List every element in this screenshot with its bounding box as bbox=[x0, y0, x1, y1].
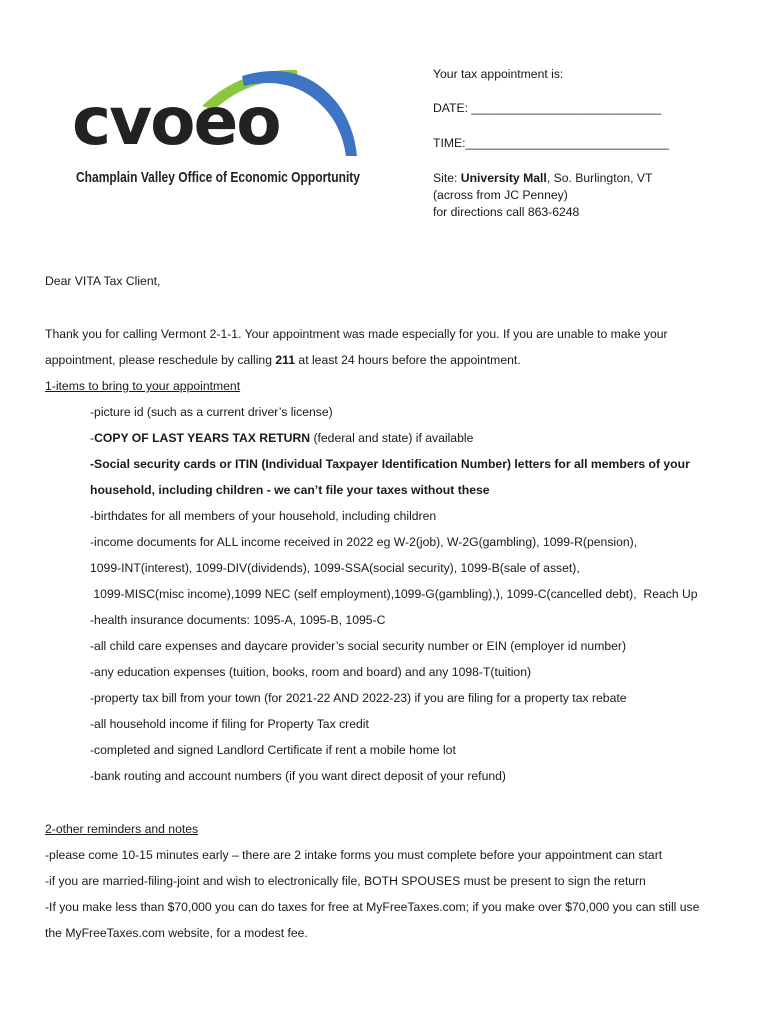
list-item-dash: - bbox=[90, 431, 95, 445]
list-item: -all child care expenses and daycare provider’s social security number or EIN (employer id number) bbox=[90, 639, 627, 653]
appointment-time-line: TIME:______________________________ bbox=[433, 136, 669, 150]
note-item: -If you make less than $70,000 you can do taxes for free at MyFreeTaxes.com; if you make over $70,000 you can still use bbox=[45, 900, 700, 914]
list-item: -birthdates for all members of your household, including children bbox=[90, 509, 437, 523]
list-item-rest: (federal and state) if available bbox=[310, 431, 474, 445]
list-item-continued: household, including children - we can’t file your taxes without these bbox=[90, 483, 490, 497]
cvoeo-logo bbox=[72, 64, 372, 194]
logo-arc-graphic bbox=[72, 64, 372, 194]
logo-tagline: Champlain Valley Office of Economic Opportunity bbox=[76, 170, 361, 186]
site-label: Site: bbox=[433, 171, 461, 185]
site-name: University Mall bbox=[460, 171, 547, 185]
site-location: , So. Burlington, VT bbox=[546, 171, 653, 185]
list-item: -Social security cards or ITIN (Individual Taxpayer Identification Number) letters for all members of your bbox=[90, 457, 690, 471]
appointment-heading: Your tax appointment is: bbox=[433, 67, 564, 81]
intro-line-2-start: appointment, please reschedule by calling bbox=[45, 353, 276, 367]
list-item-bold: COPY OF LAST YEARS TAX RETURN bbox=[94, 431, 311, 445]
intro-line-1: Thank you for calling Vermont 2-1-1. Your appointment was made especially for you. If you are unable to make your bbox=[45, 327, 668, 341]
intro-line-2-end: at least 24 hours before the appointment. bbox=[295, 353, 521, 367]
list-item: -all household income if filing for Property Tax credit bbox=[90, 717, 369, 731]
phone-211: 211 bbox=[275, 353, 296, 367]
list-item: -completed and signed Landlord Certificate if rent a mobile home lot bbox=[90, 743, 456, 757]
directions-line: for directions call 863-6248 bbox=[433, 205, 580, 219]
note-item: -if you are married-filing-joint and wish to electronically file, BOTH SPOUSES must be present to sign the return bbox=[45, 874, 646, 888]
list-item-continued: 1099-INT(interest), 1099-DIV(dividends), 1099-SSA(social security), 1099-B(sale of asset), bbox=[90, 561, 580, 575]
note-item: -please come 10-15 minutes early – there are 2 intake forms you must complete before your appointment can start bbox=[45, 848, 663, 862]
section-2-heading: 2-other reminders and notes bbox=[45, 822, 199, 836]
site-line bbox=[433, 170, 653, 187]
list-item: -any education expenses (tuition, books, room and board) and any 1098-T(tuition) bbox=[90, 665, 532, 679]
logo-wordmark: cvoeo bbox=[72, 83, 280, 160]
list-item: -picture id (such as a current driver’s license) bbox=[90, 405, 333, 419]
list-item: -health insurance documents: 1095-A, 1095-B, 1095-C bbox=[90, 613, 386, 627]
list-item-continued: 1099-MISC(misc income),1099 NEC (self employment),1099-G(gambling),), 1099-C(cancelled debt), Reach Up bbox=[90, 587, 698, 601]
list-item bbox=[90, 431, 473, 445]
list-item: -bank routing and account numbers (if you want direct deposit of your refund) bbox=[90, 769, 506, 783]
note-item-continued: the MyFreeTaxes.com website, for a modest fee. bbox=[45, 926, 308, 940]
intro-line-2 bbox=[45, 353, 521, 367]
greeting: Dear VITA Tax Client, bbox=[45, 274, 161, 288]
appointment-date-line: DATE: ____________________________ bbox=[433, 101, 662, 115]
section-1-heading: 1-items to bring to your appointment bbox=[45, 379, 241, 393]
site-note: (across from JC Penney) bbox=[433, 188, 568, 202]
list-item: -income documents for ALL income received in 2022 eg W-2(job), W-2G(gambling), 1099-R(pension), bbox=[90, 535, 638, 549]
list-item: -property tax bill from your town (for 2021-22 AND 2022-23) if you are filing for a property tax rebate bbox=[90, 691, 627, 705]
